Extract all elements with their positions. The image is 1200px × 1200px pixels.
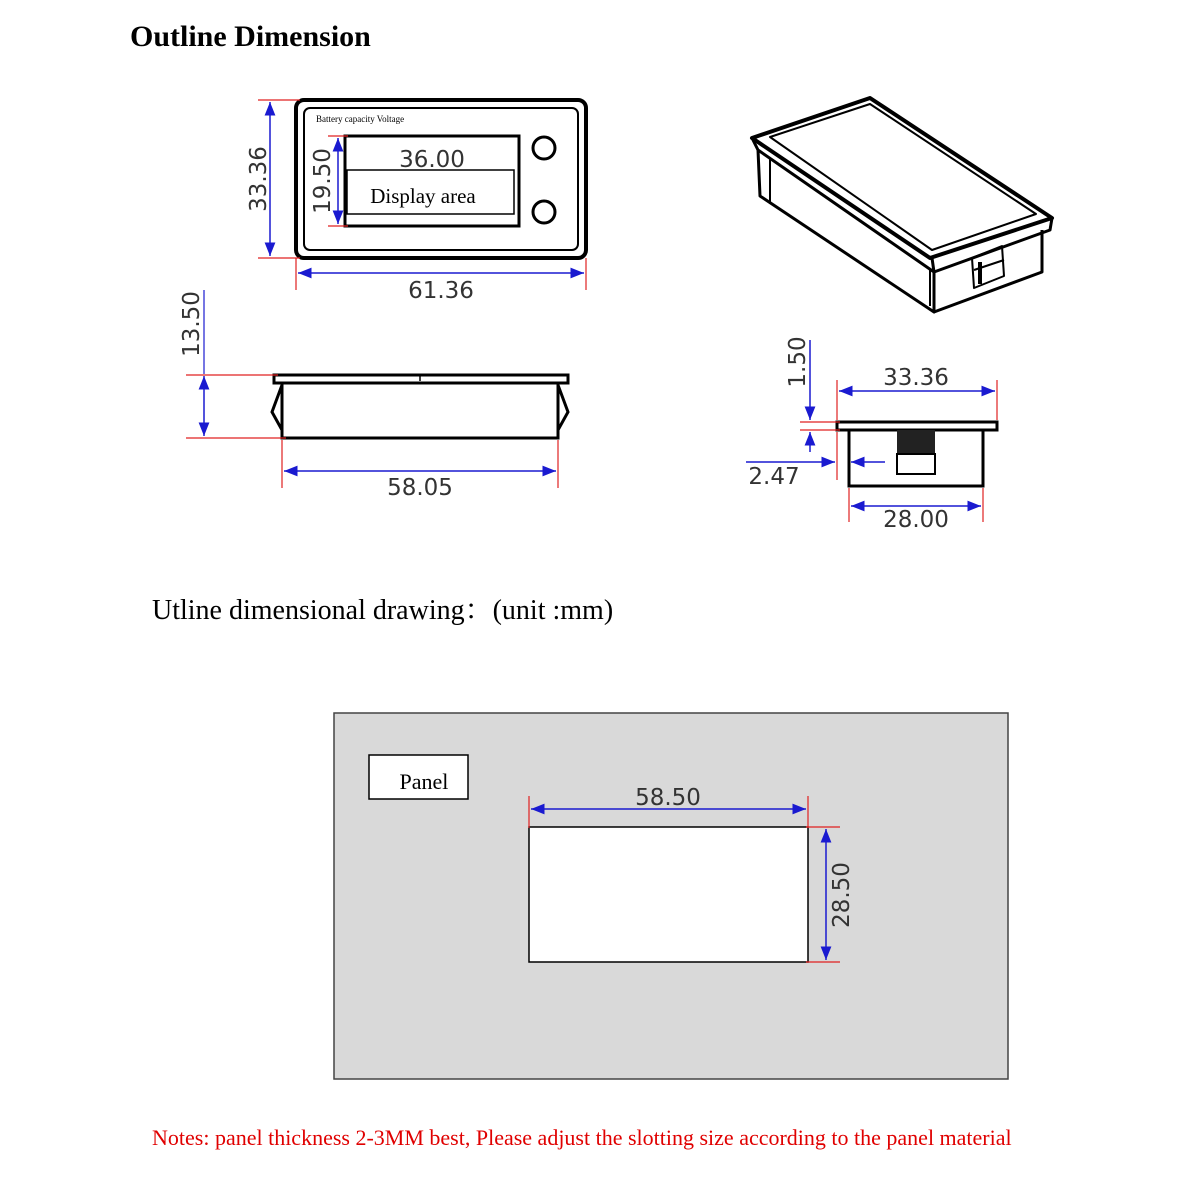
button-top bbox=[533, 137, 555, 159]
panel-label: Panel bbox=[399, 769, 449, 794]
side-view bbox=[179, 290, 568, 501]
cutout-hole bbox=[529, 827, 808, 962]
button-bottom bbox=[533, 201, 555, 223]
isometric-view bbox=[752, 98, 1052, 312]
front-width-dim: 61.36 bbox=[408, 278, 474, 304]
cutout-width-dim: 58.50 bbox=[635, 785, 701, 811]
front-height-dim: 33.36 bbox=[246, 146, 272, 212]
side-width-dim: 58.05 bbox=[387, 475, 453, 501]
display-area-label: Display area bbox=[370, 184, 476, 208]
end-flange-dim: 1.50 bbox=[785, 336, 811, 388]
side-view-body bbox=[282, 383, 558, 438]
front-view bbox=[246, 100, 586, 304]
side-height-dim: 13.50 bbox=[179, 291, 205, 357]
page-title: Outline Dimension bbox=[130, 20, 371, 53]
panel-cutout-view bbox=[334, 713, 1008, 1079]
display-reading: 36.00 bbox=[399, 147, 465, 173]
notes-text: Notes: panel thickness 2-3MM best, Please adjust the slotting size according to the panel material bbox=[152, 1125, 1012, 1150]
display-height-dim: 19.50 bbox=[310, 148, 336, 214]
drawing-caption: Utline dimensional drawing：(unit :mm) bbox=[152, 595, 614, 626]
cutout-height-dim: 28.50 bbox=[829, 862, 855, 928]
end-bottom-width-dim: 28.00 bbox=[883, 507, 949, 533]
end-view bbox=[746, 336, 997, 533]
front-view-header-text: Battery capacity Voltage bbox=[316, 114, 405, 124]
end-depth-dim: 2.47 bbox=[748, 464, 800, 490]
end-top-width-dim: 33.36 bbox=[883, 365, 949, 391]
